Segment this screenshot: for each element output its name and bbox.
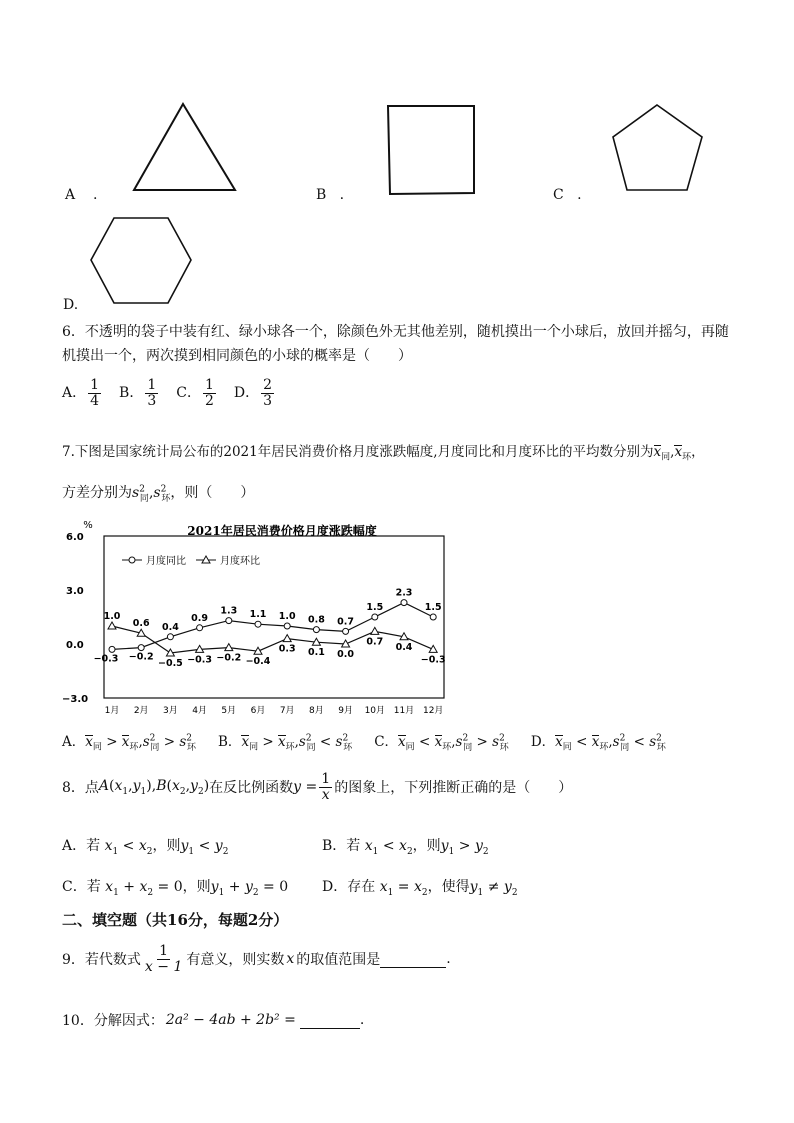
mom-data-label: 0.6: [132, 618, 150, 630]
q8-option-d: D．存在 $x_1 = x_2$，使得$y_1 \ne y_2$: [322, 879, 518, 898]
xtick-label: 8月: [309, 706, 324, 716]
mom-data-label: −0.5: [158, 658, 183, 669]
xtick-label: 6月: [250, 706, 266, 716]
section-2-heading: 二、填空题（共16分，每题2分）: [62, 911, 289, 929]
q7-line2: 方差分别为$s^2_同,s^2_环$，则（ ）: [62, 484, 255, 504]
mom-data-label: 0.4: [395, 641, 413, 653]
q8-stem: 8．点 $A(x_1,y_1),B(x_2,y_2)$ 在反比例函数 y = $\frac{1}{x}$ 的图象上，下列推断正确的是（ ）: [62, 771, 573, 803]
xtick-label: 1月: [104, 706, 120, 716]
option-d-label: D.: [63, 297, 79, 313]
mom-data-label: 0.7: [366, 636, 384, 648]
yoy-data-label: 1.0: [278, 611, 296, 622]
q6-option-d: D． $\frac{2}{3}$: [233, 377, 273, 409]
question-9: 9．若代数式 $\frac{1}{x - 1}$ 有意义，则实数 x 的取值范围是 .: [62, 943, 451, 975]
yoy-data-label: 1.1: [249, 609, 267, 621]
mom-point: [283, 635, 291, 642]
yoy-data-label: 0.9: [191, 612, 209, 624]
q6-line1: 6．不透明的袋子中装有红、绿小球各一个，除颜色外无其他差别，随机摸出一个小球后，放回并摇匀，再随: [62, 324, 729, 340]
yoy-point: [226, 618, 232, 624]
mom-data-label: −0.2: [216, 652, 242, 664]
q7-option-c: C．$x_同 < x_环,s^2_同 > s^2_环$: [374, 733, 509, 753]
xtick-label: 12月: [422, 706, 444, 716]
q6-options: [62, 378, 276, 408]
xtick-label: 7月: [279, 706, 295, 716]
series-line-yoy: [112, 603, 433, 650]
q7-option-b: B．$x_同 > x_环,s^2_同 < s^2_环$: [218, 733, 353, 753]
mom-point: [429, 645, 437, 652]
ytick-0: 0.0: [66, 640, 84, 651]
question-10: 10．分解因式： 2a² − 4ab + 2b² = .: [62, 1012, 365, 1029]
question-6: [62, 320, 742, 368]
yoy-point: [255, 621, 261, 627]
option-d-hexagon: [88, 215, 194, 307]
ytick-neg3: −3.0: [62, 694, 89, 705]
q9-answer-blank[interactable]: [380, 951, 446, 968]
q7-options: [62, 730, 666, 753]
option-a-triangle: [130, 100, 240, 195]
yoy-data-label: 0.4: [161, 621, 179, 633]
xtick-label: 5月: [221, 706, 237, 716]
q7-option-a: A．$x_同 > x_环,s^2_同 > s^2_环$: [62, 733, 197, 753]
q8-option-a: A．若 $x_1 < x_2$，则$y_1 < y_2$: [62, 838, 229, 857]
q8-option-b: B．若 $x_1 < x_2$，则$y_1 > y_2$: [322, 838, 489, 857]
xtick-label: 9月: [338, 706, 353, 716]
xtick-label: 3月: [163, 706, 178, 716]
mom-data-label: 0.0: [337, 649, 355, 660]
xtick-label: 10月: [364, 706, 386, 716]
series-line-mom: [112, 626, 433, 653]
option-c-pentagon: [609, 102, 709, 194]
option-b-label: B .: [316, 187, 345, 203]
yoy-point: [138, 645, 144, 651]
q7-option-d: D．$x_同 < x_环,s^2_同 < s^2_环$: [530, 733, 666, 753]
mom-data-label: 0.3: [278, 643, 296, 655]
q6-option-a: A． $\frac{1}{4}$: [62, 377, 100, 409]
mom-data-label: 1.0: [103, 611, 121, 622]
chart-legend: [122, 554, 260, 567]
yoy-data-label: 0.7: [337, 616, 355, 628]
chart-ylabel: %: [83, 520, 93, 531]
legend-label-yoy: 月度同比: [146, 556, 186, 567]
mom-data-label: −0.3: [187, 654, 212, 666]
ytick-3: 3.0: [66, 586, 84, 597]
xtick-label: 4月: [192, 706, 207, 716]
q10-answer-blank[interactable]: [300, 1012, 360, 1029]
q8-option-c: C．若 $x_1 + x_2 = 0$，则$y_1 + y_2 = 0$: [62, 879, 289, 898]
q6-option-b: B． $\frac{1}{3}$: [119, 377, 157, 409]
mom-data-label: 0.1: [307, 647, 325, 659]
yoy-point: [167, 634, 173, 640]
cpi-line-chart: [62, 518, 452, 718]
chart-title: 2021年居民消费价格月度涨跌幅度: [187, 524, 377, 538]
yoy-point: [197, 625, 203, 631]
yoy-data-label: 2.3: [395, 587, 413, 599]
xtick-label: 11月: [393, 706, 415, 716]
yoy-point: [430, 614, 436, 620]
mom-data-label: −0.4: [245, 656, 271, 668]
yoy-point: [372, 614, 378, 620]
yoy-point: [343, 628, 349, 634]
yoy-data-label: 1.5: [366, 602, 384, 613]
xtick-label: 2月: [133, 706, 149, 716]
mom-point: [371, 627, 379, 634]
option-a-label: A .: [65, 187, 98, 203]
yoy-point: [401, 600, 407, 606]
yoy-point: [284, 623, 290, 629]
mom-data-label: −0.3: [420, 654, 446, 666]
q7-line1: 7.下图是国家统计局公布的2021年居民消费价格月度涨跌幅度,月度同比和月度环比的平均数分别为$x_同,x_环$，: [62, 444, 705, 463]
yoy-point: [313, 627, 319, 633]
q6-line2: 机摸出一个，两次摸到相同颜色的小球的概率是（ ）: [62, 348, 412, 364]
mom-point: [225, 644, 233, 651]
mom-point: [108, 622, 116, 629]
yoy-data-label: 0.8: [307, 614, 325, 626]
legend-label-mom: 月度环比: [220, 556, 260, 567]
yoy-data-label: 1.5: [424, 602, 442, 613]
option-b-square: [384, 103, 479, 198]
yoy-data-label: 1.3: [220, 605, 238, 617]
yoy-point: [109, 646, 115, 652]
yoy-data-label: −0.2: [128, 651, 154, 663]
option-c-label: C .: [553, 187, 582, 203]
legend-circle-marker: [129, 557, 135, 563]
ytick-6: 6.0: [66, 532, 84, 543]
yoy-data-label: −0.3: [93, 653, 119, 665]
q6-option-c: C． $\frac{1}{2}$: [176, 377, 214, 409]
